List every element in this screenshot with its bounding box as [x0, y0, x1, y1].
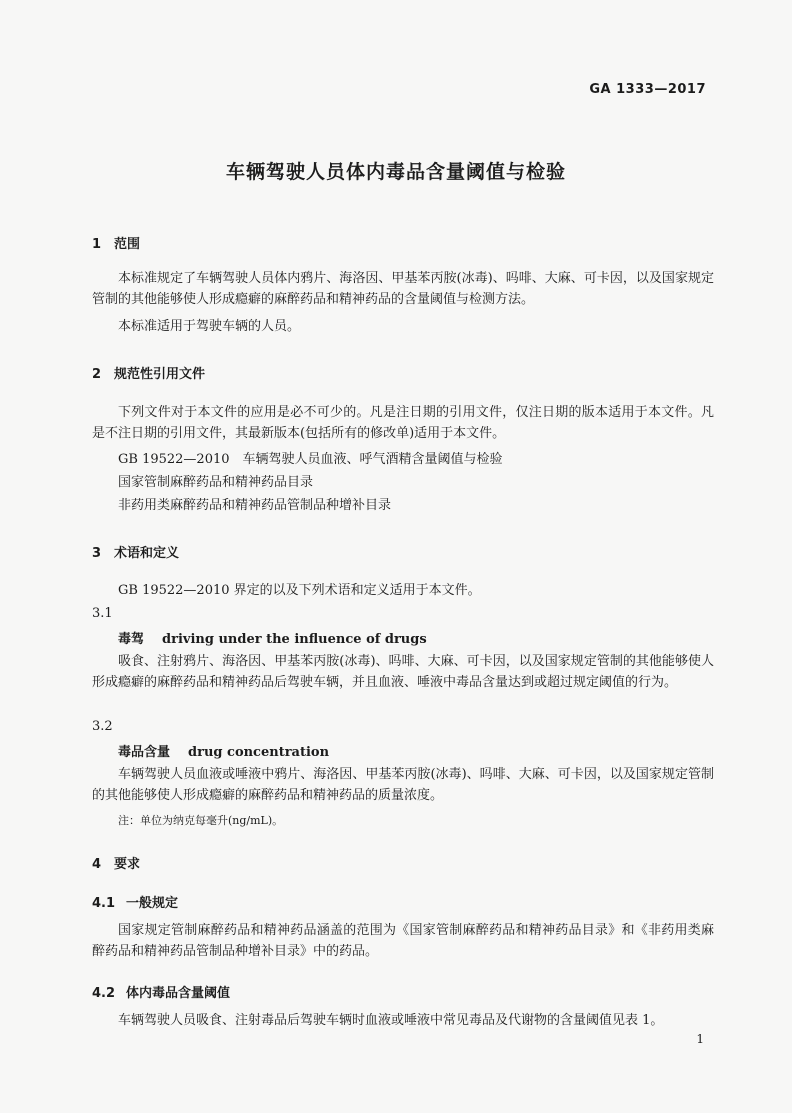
term-number: 3.1: [92, 606, 113, 621]
section-title: 范围: [114, 237, 141, 252]
reference-item: GB 19522—2010 车辆驾驶人员血液、呼气酒精含量阈值与检验: [118, 452, 503, 467]
term-chinese: 毒驾: [118, 632, 145, 647]
scope-applicability: 本标准适用于驾驶车辆的人员。: [118, 319, 301, 334]
unit-note: 注：单位为纳克每毫升(ng/mL)。: [118, 814, 284, 827]
section-1-heading: [92, 233, 140, 252]
section-number: 4: [92, 857, 102, 872]
section-title: 要求: [114, 857, 141, 872]
section-4-heading: [92, 853, 140, 872]
page-number: 1: [696, 1032, 704, 1046]
term-definition: 吸食、注射鸦片、海洛因、甲基苯丙胺(冰毒)、吗啡、大麻、可卡因，以及国家规定管制的其他能够使人形成瘾癖的麻醉药品和精神药品后驾驶车辆，并且血液、唾液中毒品含量达到或超过规定阈值的行为。: [92, 654, 714, 690]
section-title: 规范性引用文件: [114, 367, 206, 382]
subsection-4-1-heading: [92, 892, 178, 911]
section-number: 3: [92, 546, 102, 561]
subsection-number: 4.1: [92, 896, 116, 911]
term-chinese: 毒品含量: [118, 745, 171, 760]
section-number: 1: [92, 237, 102, 252]
section-title: 术语和定义: [114, 546, 180, 561]
reference-item: 非药用类麻醉药品和精神药品管制品种增补目录: [118, 498, 392, 513]
section-2-heading: [92, 363, 205, 382]
subsection-title: 体内毒品含量阈值: [126, 986, 231, 1001]
term-number: 3.2: [92, 719, 113, 734]
document-title: 车辆驾驶人员体内毒品含量阈值与检验: [225, 161, 566, 183]
general-provisions-paragraph: 国家规定管制麻醉药品和精神药品涵盖的范围为《国家管制麻醉药品和精神药品目录》和《非药用类麻醉药品和精神药品管制品种增补目录》中的药品。: [92, 923, 714, 959]
subsection-4-2-heading: [92, 982, 230, 1001]
subsection-title: 一般规定: [126, 896, 179, 911]
threshold-paragraph: 车辆驾驶人员吸食、注射毒品后驾驶车辆时血液或唾液中常见毒品及代谢物的含量阈值见表 1。: [118, 1013, 664, 1028]
subsection-number: 4.2: [92, 986, 116, 1001]
section-number: 2: [92, 367, 102, 382]
section-3-heading: [92, 542, 179, 561]
term-definition: 车辆驾驶人员血液或唾液中鸦片、海洛因、甲基苯丙胺(冰毒)、吗啡、大麻、可卡因，以及国家规定管制的其他能够使人形成瘾癖的麻醉药品和精神药品的质量浓度。: [92, 767, 714, 803]
terms-intro: GB 19522—2010 界定的以及下列术语和定义适用于本文件。: [118, 583, 481, 598]
reference-item: 国家管制麻醉药品和精神药品目录: [118, 475, 314, 490]
term-english: driving under the influence of drugs: [162, 632, 427, 647]
term-entry: [118, 628, 427, 647]
normative-references-paragraph: 下列文件对于本文件的应用是必不可少的。凡是注日期的引用文件，仅注日期的版本适用于本文件。凡是不注日期的引用文件，其最新版本(包括所有的修改单)适用于本文件。: [92, 405, 714, 441]
term-entry: [118, 741, 329, 760]
term-english: drug concentration: [188, 745, 330, 760]
document-code: GA 1333—2017: [589, 82, 706, 97]
scope-paragraph: 本标准规定了车辆驾驶人员体内鸦片、海洛因、甲基苯丙胺(冰毒)、吗啡、大麻、可卡因，以及国家规定管制的其他能够使人形成瘾癖的麻醉药品和精神药品的含量阈值与检测方法。: [92, 271, 714, 307]
